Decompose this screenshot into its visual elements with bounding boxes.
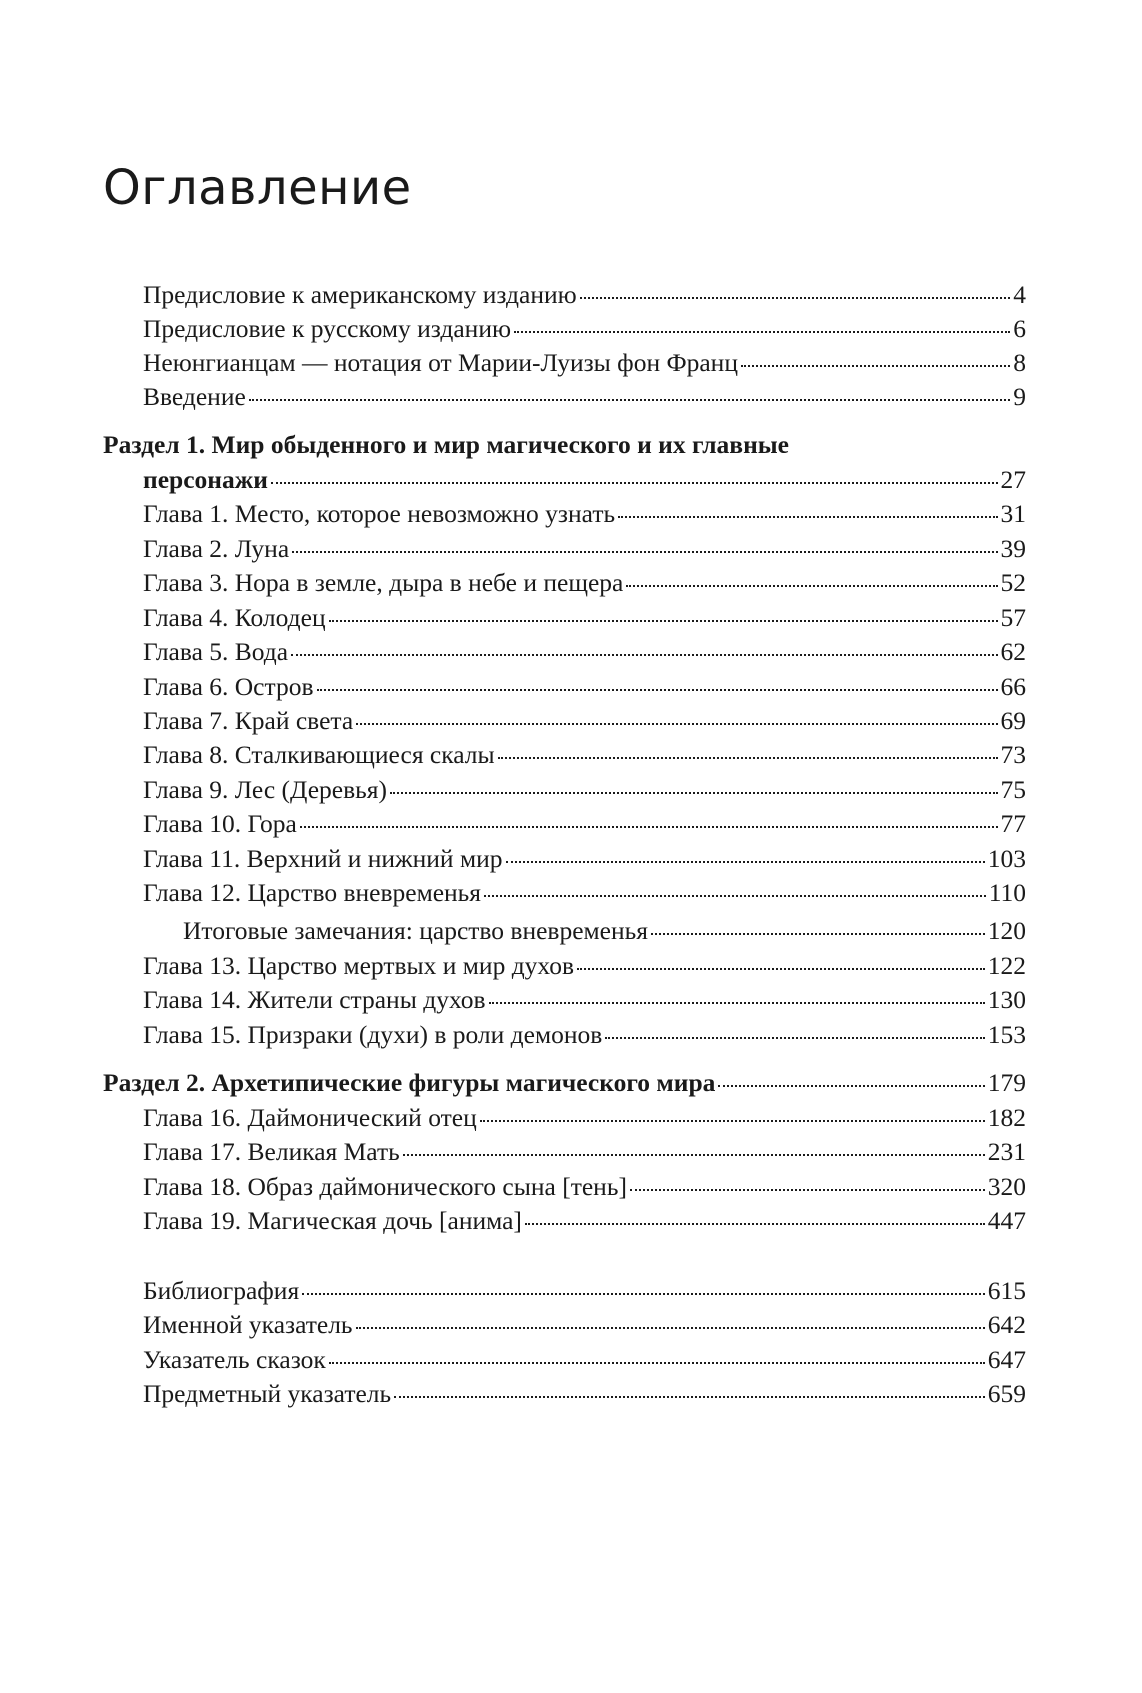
chapter-label: Глава 11. Верхний и нижний мир	[143, 844, 503, 873]
leader-dots	[630, 1189, 985, 1191]
chapter-entry[interactable]	[143, 637, 1026, 667]
chapter-page: 66	[1000, 672, 1026, 701]
chapter-entry[interactable]	[143, 844, 1026, 874]
chapter-label: Глава 15. Призраки (духи) в роли демонов	[143, 1020, 603, 1049]
leader-dots	[291, 654, 997, 656]
toc-entry-label: Предисловие к американскому изданию	[143, 280, 577, 309]
leader-dots	[271, 482, 998, 484]
chapter-page: 77	[1000, 809, 1026, 838]
chapter-entry[interactable]	[143, 740, 1026, 770]
subsection-entry[interactable]	[183, 916, 1026, 946]
toc-entry-page: 659	[987, 1379, 1026, 1408]
leader-dots	[480, 1120, 985, 1122]
section-1-title[interactable]: Раздел 1. Мир обыденного и мир магического и их главные	[103, 430, 789, 459]
chapter-label: Глава 5. Вода	[143, 637, 289, 666]
toc-entry-label: Предисловие к русскому изданию	[143, 314, 512, 343]
chapter-label: Глава 4. Колодец	[143, 603, 326, 632]
section-2-title: Раздел 2. Архетипические фигуры магического мира	[103, 1068, 716, 1097]
chapter-label: Глава 18. Образ даймонического сына [тень]	[143, 1172, 627, 1201]
leader-dots	[718, 1085, 984, 1087]
chapter-page: 69	[1000, 706, 1026, 735]
leader-dots	[394, 1396, 985, 1398]
chapter-entry[interactable]	[143, 1137, 1026, 1167]
chapter-label: Глава 16. Даймонический отец	[143, 1103, 477, 1132]
chapter-page: 52	[1000, 568, 1026, 597]
chapter-label: Глава 14. Жители страны духов	[143, 985, 486, 1014]
leader-dots	[356, 1327, 985, 1329]
section-1-entry[interactable]	[143, 465, 1026, 495]
chapter-label: Глава 8. Сталкивающиеся скалы	[143, 740, 495, 769]
chapter-entry[interactable]	[143, 809, 1026, 839]
leader-dots	[577, 968, 985, 970]
leader-dots	[302, 1293, 985, 1295]
chapter-label: Глава 3. Нора в земле, дыра в небе и пещера	[143, 568, 624, 597]
chapter-page: 75	[1000, 775, 1026, 804]
chapter-entry[interactable]	[143, 1206, 1026, 1236]
chapter-entry[interactable]	[143, 951, 1026, 981]
chapter-entry[interactable]	[143, 534, 1026, 564]
leader-dots	[489, 1002, 985, 1004]
toc-entry-label: Неюнгианцам — нотация от Марии-Луизы фон Франц	[143, 348, 738, 377]
chapter-page: 320	[987, 1172, 1026, 1201]
leader-dots	[525, 1223, 985, 1225]
toc-entry-page: 615	[987, 1276, 1026, 1305]
toc-entry[interactable]	[143, 348, 1026, 378]
chapter-page: 103	[987, 844, 1026, 873]
chapter-entry[interactable]	[143, 985, 1026, 1015]
toc-entry-label: Указатель сказок	[143, 1345, 326, 1374]
toc-entry-label: Предметный указатель	[143, 1379, 392, 1408]
chapter-page: 447	[987, 1206, 1026, 1235]
chapter-label: Глава 19. Магическая дочь [анима]	[143, 1206, 522, 1235]
chapter-entry[interactable]	[143, 706, 1026, 736]
leader-dots	[329, 1362, 985, 1364]
chapter-entry[interactable]	[143, 1020, 1026, 1050]
chapter-label: Глава 1. Место, которое невозможно узнать	[143, 499, 616, 528]
chapter-page: 122	[987, 951, 1026, 980]
leader-dots	[292, 551, 997, 553]
chapter-label: Глава 12. Царство вневременья	[143, 878, 482, 907]
leader-dots	[484, 895, 986, 897]
toc-entry-page: 8	[1013, 348, 1026, 377]
leader-dots	[329, 620, 998, 622]
chapter-entry[interactable]	[143, 878, 1026, 908]
chapter-entry[interactable]	[143, 568, 1026, 598]
chapter-page: 73	[1000, 740, 1026, 769]
chapter-page: 182	[987, 1103, 1026, 1132]
leader-dots	[618, 516, 997, 518]
leader-dots	[356, 723, 997, 725]
leader-dots	[651, 933, 985, 935]
toc-entry[interactable]	[143, 1276, 1026, 1306]
toc-entry[interactable]	[143, 1345, 1026, 1375]
chapter-label: Глава 2. Луна	[143, 534, 290, 563]
chapter-label: Глава 13. Царство мертвых и мир духов	[143, 951, 574, 980]
subsection-label: Итоговые замечания: царство вневременья	[183, 916, 648, 945]
subsection-page: 120	[987, 916, 1026, 945]
toc-entry-page: 642	[987, 1310, 1026, 1339]
chapter-page: 39	[1000, 534, 1026, 563]
toc-entry[interactable]	[143, 314, 1026, 344]
toc-entry-page: 179	[987, 1068, 1026, 1097]
page-title: Оглавление	[103, 160, 412, 216]
leader-dots	[741, 365, 1010, 367]
chapter-page: 231	[987, 1137, 1026, 1166]
toc-entry[interactable]	[143, 280, 1026, 310]
chapter-page: 57	[1000, 603, 1026, 632]
leader-dots	[403, 1154, 985, 1156]
chapter-entry[interactable]	[143, 672, 1026, 702]
chapter-entry[interactable]	[143, 1172, 1026, 1202]
leader-dots	[605, 1037, 984, 1039]
leader-dots	[390, 792, 997, 794]
leader-dots	[249, 399, 1010, 401]
toc-entry[interactable]	[143, 1310, 1026, 1340]
leader-dots	[498, 757, 998, 759]
toc-entry-label: Именной указатель	[143, 1310, 353, 1339]
section-1-title-cont: персонажи	[143, 465, 268, 494]
leader-dots	[300, 826, 998, 828]
chapter-page: 130	[987, 985, 1026, 1014]
chapter-label: Глава 10. Гора	[143, 809, 297, 838]
leader-dots	[580, 297, 1011, 299]
leader-dots	[506, 861, 985, 863]
chapter-page: 62	[1000, 637, 1026, 666]
chapter-label: Глава 9. Лес (Деревья)	[143, 775, 388, 804]
chapter-label: Глава 6. Остров	[143, 672, 314, 701]
chapter-entry[interactable]	[143, 1103, 1026, 1133]
chapter-label: Глава 17. Великая Мать	[143, 1137, 400, 1166]
leader-dots	[514, 331, 1010, 333]
toc-entry-page: 647	[987, 1345, 1026, 1374]
toc-entry-page: 9	[1013, 382, 1026, 411]
section-2-entry[interactable]	[103, 1068, 1026, 1098]
chapter-page: 153	[987, 1020, 1026, 1049]
toc-entry[interactable]	[143, 382, 1026, 412]
chapter-label: Глава 7. Край света	[143, 706, 354, 735]
chapter-entry[interactable]	[143, 603, 1026, 633]
toc-entry-page: 27	[1000, 465, 1026, 494]
leader-dots	[317, 689, 998, 691]
toc-entry-page: 6	[1013, 314, 1026, 343]
toc-entry-page: 4	[1013, 280, 1026, 309]
toc-entry-label: Библиография	[143, 1276, 300, 1305]
chapter-entry[interactable]	[143, 775, 1026, 805]
toc-entry[interactable]	[143, 1379, 1026, 1409]
chapter-entry[interactable]	[143, 499, 1026, 529]
chapter-page: 31	[1000, 499, 1026, 528]
leader-dots	[626, 585, 997, 587]
chapter-page: 110	[988, 878, 1026, 907]
toc-entry-label: Введение	[143, 382, 246, 411]
